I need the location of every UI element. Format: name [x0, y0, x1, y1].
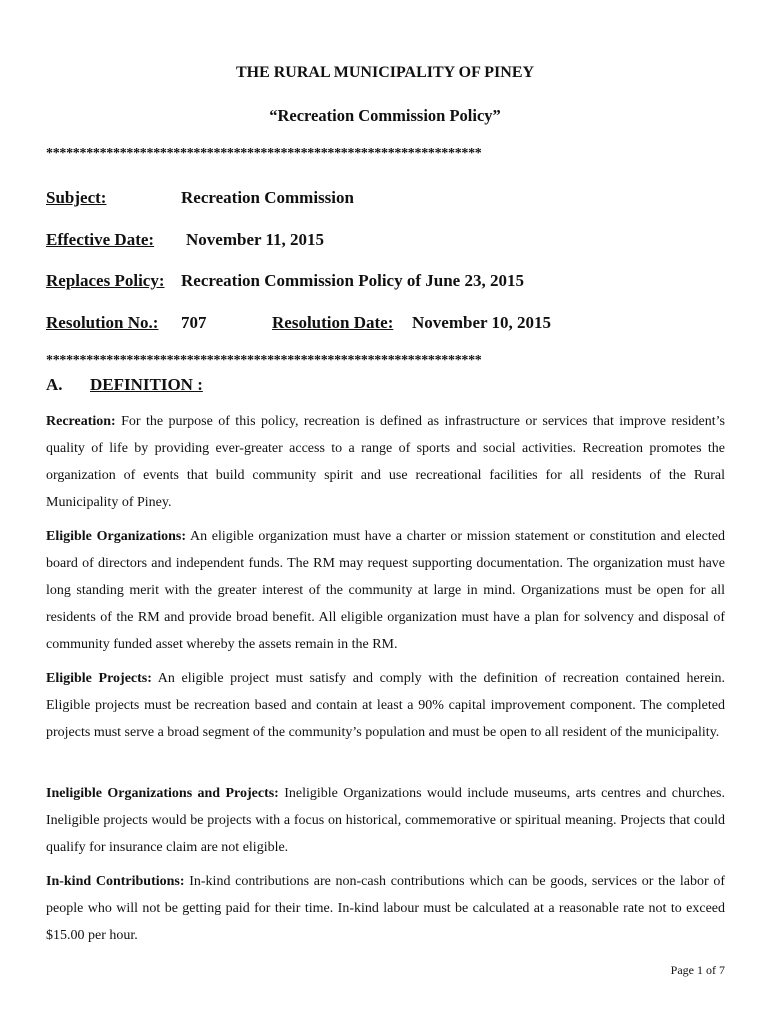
page-number: Page 1 of 7 — [670, 963, 725, 977]
definition-text: For the purpose of this policy, recreation is defined as infrastructure or services that improve resident’s quality of life by providing ever-greater access to a range of sports and social activities. Recreation promotes the organization of events that build community spirit and use recreational facilities for all residents of the Rural Municipality of Piney. — [46, 414, 725, 510]
subject-value: Recreation Commission — [181, 188, 354, 207]
divider-top: ***************************************************************** — [46, 146, 482, 161]
section-number: A. — [46, 375, 63, 394]
definition-term: Eligible Organizations: — [46, 529, 187, 544]
definition-eligible-projects — [46, 665, 725, 746]
definition-term: In-kind Contributions: — [46, 874, 185, 889]
definition-in-kind — [46, 868, 725, 949]
replaces-policy-value: Recreation Commission Policy of June 23, 2015 — [181, 271, 524, 290]
effective-date-value: November 11, 2015 — [186, 230, 325, 249]
definition-term: Eligible Projects: — [46, 671, 152, 686]
replaces-policy-label: Replaces Policy: — [46, 271, 165, 290]
resolution-number-label: Resolution No.: — [46, 313, 159, 332]
definition-text: Ineligible Organizations would include museums, arts centres and churches. Ineligible projects would be projects with a focus on historical, commemorative or spiritual meaning. Projects that could qualify for insurance claim are not eligible. — [46, 786, 726, 855]
resolution-date-value: November 10, 2015 — [412, 313, 551, 332]
subject-label: Subject: — [46, 188, 107, 207]
resolution-number-value: 707 — [181, 313, 207, 332]
resolution-date-label: Resolution Date: — [272, 313, 394, 332]
definition-text: An eligible organization must have a charter or mission statement or constitution and elected board of directors and independent funds. The RM may request supporting documentation. The organization must have long standing merit with the greater interest of the community at large in mind. Organizations must be open for all residents of the RM and provide broad benefit. All eligible organization must have a plan for solvency and disposal of community funded asset whereby the assets remain in the RM. — [46, 529, 725, 652]
definition-term: Recreation: — [46, 414, 116, 429]
definition-eligible-organizations — [46, 523, 725, 658]
definition-recreation — [46, 408, 725, 516]
definition-term: Ineligible Organizations and Projects: — [46, 786, 279, 801]
effective-date-label: Effective Date: — [46, 230, 155, 249]
policy-title: “Recreation Commission Policy” — [269, 106, 501, 125]
divider-bottom: ***************************************************************** — [46, 353, 482, 368]
section-title: DEFINITION : — [90, 375, 203, 394]
definition-text: In-kind contributions are non-cash contributions which can be goods, services or the labor of people who will not be getting paid for their time. In-kind labour must be calculated at a reasonable rate not to exceed $15.00 per hour. — [46, 874, 726, 943]
definition-text: An eligible project must satisfy and comply with the definition of recreation contained herein. Eligible projects must be recreation based and contain at least a 90% capital improvement component. The completed projects must serve a broad segment of the community’s population and must be open to all resident of the municipality. — [46, 671, 725, 740]
definition-ineligible — [46, 780, 725, 861]
municipality-title: THE RURAL MUNICIPALITY OF PINEY — [235, 64, 535, 81]
